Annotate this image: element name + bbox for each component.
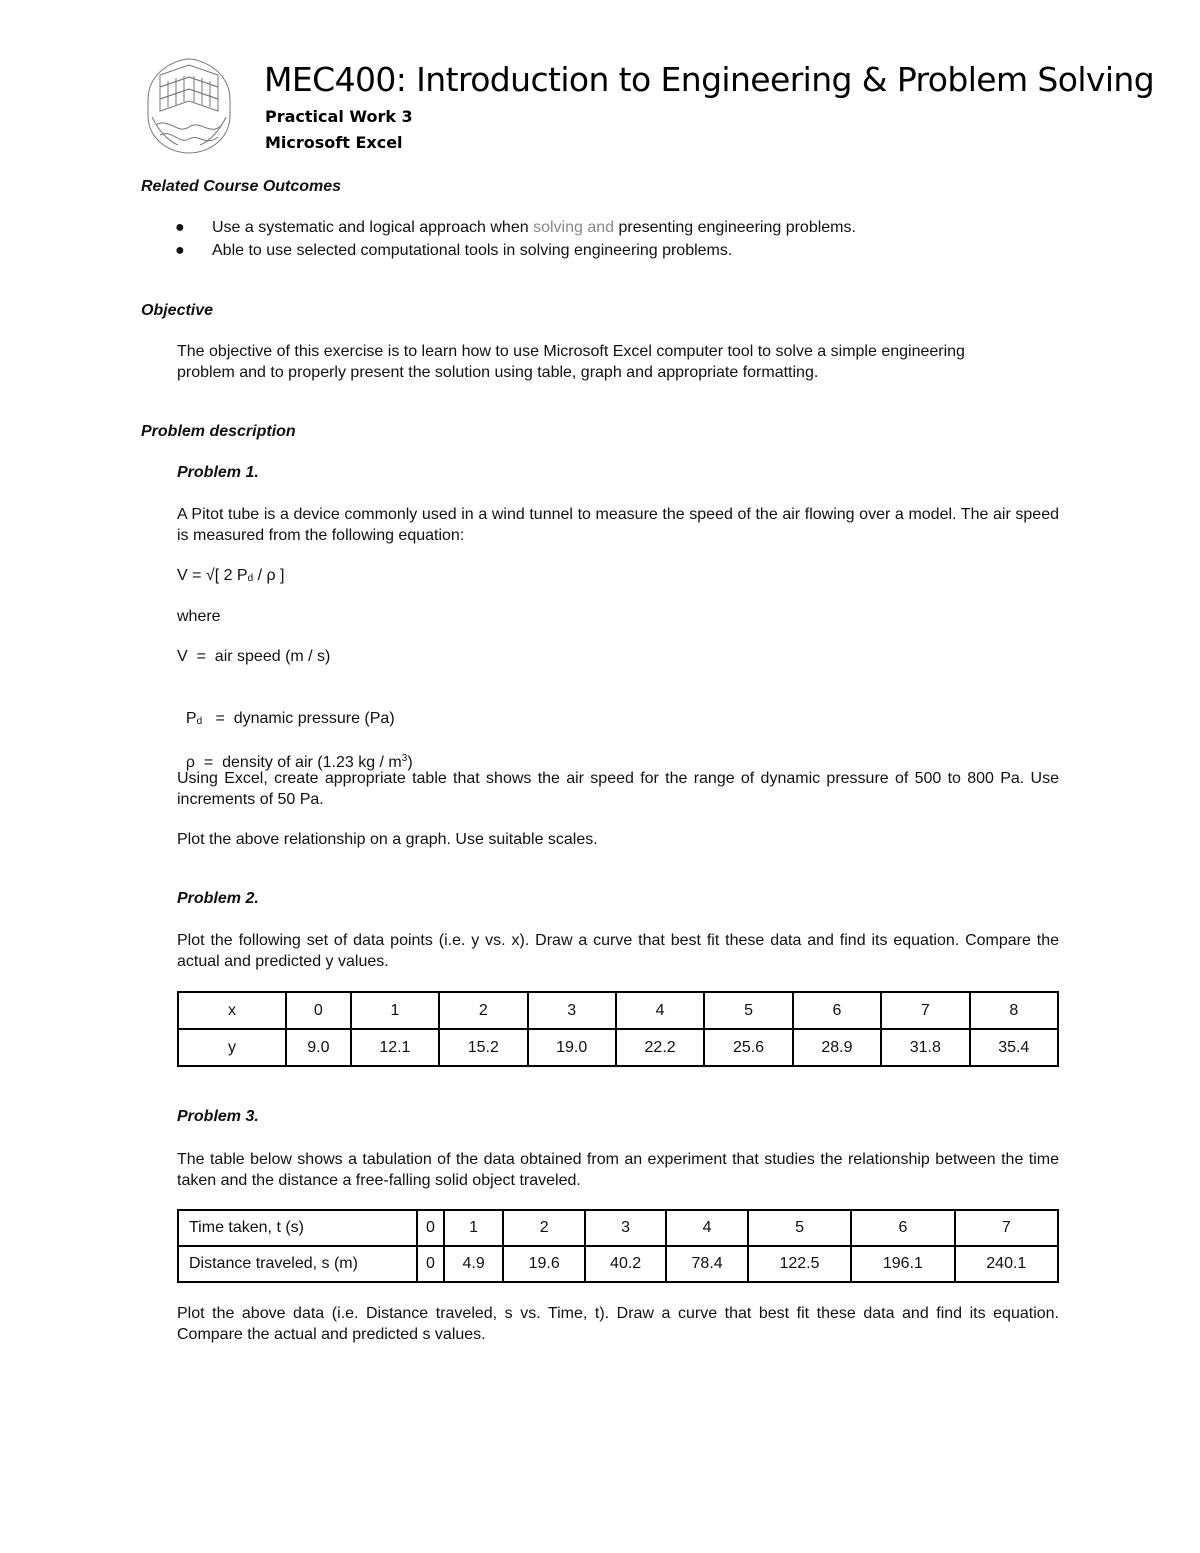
table-cell: 12.1 <box>351 1029 439 1066</box>
document-subtitle-practical: Practical Work 3 <box>265 107 413 126</box>
table-cell: 28.9 <box>793 1029 881 1066</box>
table-cell: 3 <box>528 992 616 1029</box>
outcome-item-2-text: Able to use selected computational tools in solving engineering problems. <box>212 242 733 259</box>
table-cell: 19.0 <box>528 1029 616 1066</box>
problem-1-text: A Pitot tube is a device commonly used in a wind tunnel to measure the speed of the air flowing over a model. The air speed is measured from the following equation: <box>177 506 1059 544</box>
table-cell: 8 <box>970 992 1058 1029</box>
table-cell: 0 <box>417 1246 444 1282</box>
table-cell: 3 <box>585 1210 666 1246</box>
problem-2-text: Plot the following set of data points (i.e. y vs. x). Draw a curve that best fit these data and find its equation. Compare the actual and predicted y values. <box>177 932 1059 970</box>
table-cell: 1 <box>444 1210 504 1246</box>
table-cell: 7 <box>881 992 969 1029</box>
problem-2-data-table <box>177 991 1059 1067</box>
pitot-equation <box>177 565 284 589</box>
problem-1-instructions: Using Excel, create appropriate table that shows the air speed for the range of dynamic pressure of 500 to 800 Pa. Use increments of 50 Pa. <box>177 770 1059 808</box>
definition-dynamic-pressure-b: = dynamic pressure (Pa) <box>202 710 395 727</box>
table-cell: 2 <box>503 1210 584 1246</box>
table-cell: 196.1 <box>851 1246 954 1282</box>
pitot-equation-b: / ρ ] <box>253 567 285 584</box>
table-row-y <box>178 1029 1058 1066</box>
table-row-distance <box>178 1246 1058 1282</box>
problem-3-instructions: Plot the above data (i.e. Distance traveled, s vs. Time, t). Draw a curve that best fit these data and find its equation. Compare the actual and predicted s values. <box>177 1305 1059 1343</box>
table-cell: 78.4 <box>666 1246 747 1282</box>
document-title: MEC400: Introduction to Engineering & Problem Solving <box>264 60 1155 99</box>
table-cell: 2 <box>439 992 527 1029</box>
objective-heading: Objective <box>141 302 214 319</box>
table-cell: 5 <box>748 1210 851 1246</box>
table-cell: 4.9 <box>444 1246 504 1282</box>
outcome-item-1-text-gray: solving and <box>533 219 615 236</box>
table-cell: 40.2 <box>585 1246 666 1282</box>
table-cell: 4 <box>666 1210 747 1246</box>
problem-1-heading: Problem 1. <box>177 464 259 481</box>
where-label: where <box>177 608 221 625</box>
table-cell: 6 <box>793 992 881 1029</box>
table-cell: 4 <box>616 992 704 1029</box>
outcome-item-1-text-a: Use a systematic and logical approach when <box>212 219 534 236</box>
table-cell: 122.5 <box>748 1246 851 1282</box>
table-header-distance: Distance traveled, s (m) <box>178 1246 417 1282</box>
table-cell: 240.1 <box>955 1246 1058 1282</box>
table-cell: 9.0 <box>286 1029 351 1066</box>
definition-air-speed: V = air speed (m / s) <box>177 648 331 665</box>
table-cell: 0 <box>286 992 351 1029</box>
table-row-time <box>178 1210 1058 1246</box>
bullet-icon: ● <box>175 242 185 259</box>
problem-2-heading: Problem 2. <box>177 890 259 907</box>
definition-density <box>177 727 413 773</box>
problem-3-data-table <box>177 1209 1059 1283</box>
table-cell: 19.6 <box>503 1246 584 1282</box>
pitot-equation-sub: d <box>247 573 254 584</box>
problem-3-text: The table below shows a tabulation of the data obtained from an experiment that studies the relationship between the time taken and the distance a free-falling solid object traveled. <box>177 1151 1059 1189</box>
university-crest-logo <box>138 55 240 157</box>
definition-dynamic-pressure <box>177 687 395 732</box>
table-cell: 6 <box>851 1210 954 1246</box>
table-cell: 0 <box>417 1210 444 1246</box>
problem-1-plot-instruction: Plot the above relationship on a graph. Use suitable scales. <box>177 831 598 848</box>
bullet-icon: ● <box>175 219 185 236</box>
definition-density-sup: 3 <box>401 753 408 764</box>
document-subtitle-software: Microsoft Excel <box>265 133 403 152</box>
definition-dynamic-pressure-a: P <box>185 710 197 727</box>
outcome-item-1-text-b: presenting engineering problems. <box>614 219 856 236</box>
outcomes-heading: Related Course Outcomes <box>141 178 342 195</box>
table-cell: 25.6 <box>704 1029 792 1066</box>
objective-text <box>177 341 1067 383</box>
table-cell: 7 <box>955 1210 1058 1246</box>
definition-density-b: ) <box>407 754 413 771</box>
problem-3-heading: Problem 3. <box>177 1108 259 1125</box>
definition-density-a: ρ = density of air (1.23 kg / m <box>185 754 402 771</box>
objective-text-line-1: The objective of this exercise is to learn how to use Microsoft Excel computer tool to solve a simple engineering <box>177 343 965 360</box>
table-header-time: Time taken, t (s) <box>178 1210 417 1246</box>
table-header-x: x <box>178 992 286 1029</box>
definition-dynamic-pressure-sub: d <box>196 716 203 727</box>
table-cell: 35.4 <box>970 1029 1058 1066</box>
problem-description-heading: Problem description <box>141 423 296 440</box>
pitot-equation-a: V = √[ 2 P <box>177 567 248 584</box>
objective-text-line-2: problem and to properly present the solution using table, graph and appropriate formatting. <box>177 364 819 381</box>
table-cell: 5 <box>704 992 792 1029</box>
table-cell: 15.2 <box>439 1029 527 1066</box>
table-header-y: y <box>178 1029 286 1066</box>
table-row-x <box>178 992 1058 1029</box>
table-cell: 31.8 <box>881 1029 969 1066</box>
table-cell: 22.2 <box>616 1029 704 1066</box>
table-cell: 1 <box>351 992 439 1029</box>
